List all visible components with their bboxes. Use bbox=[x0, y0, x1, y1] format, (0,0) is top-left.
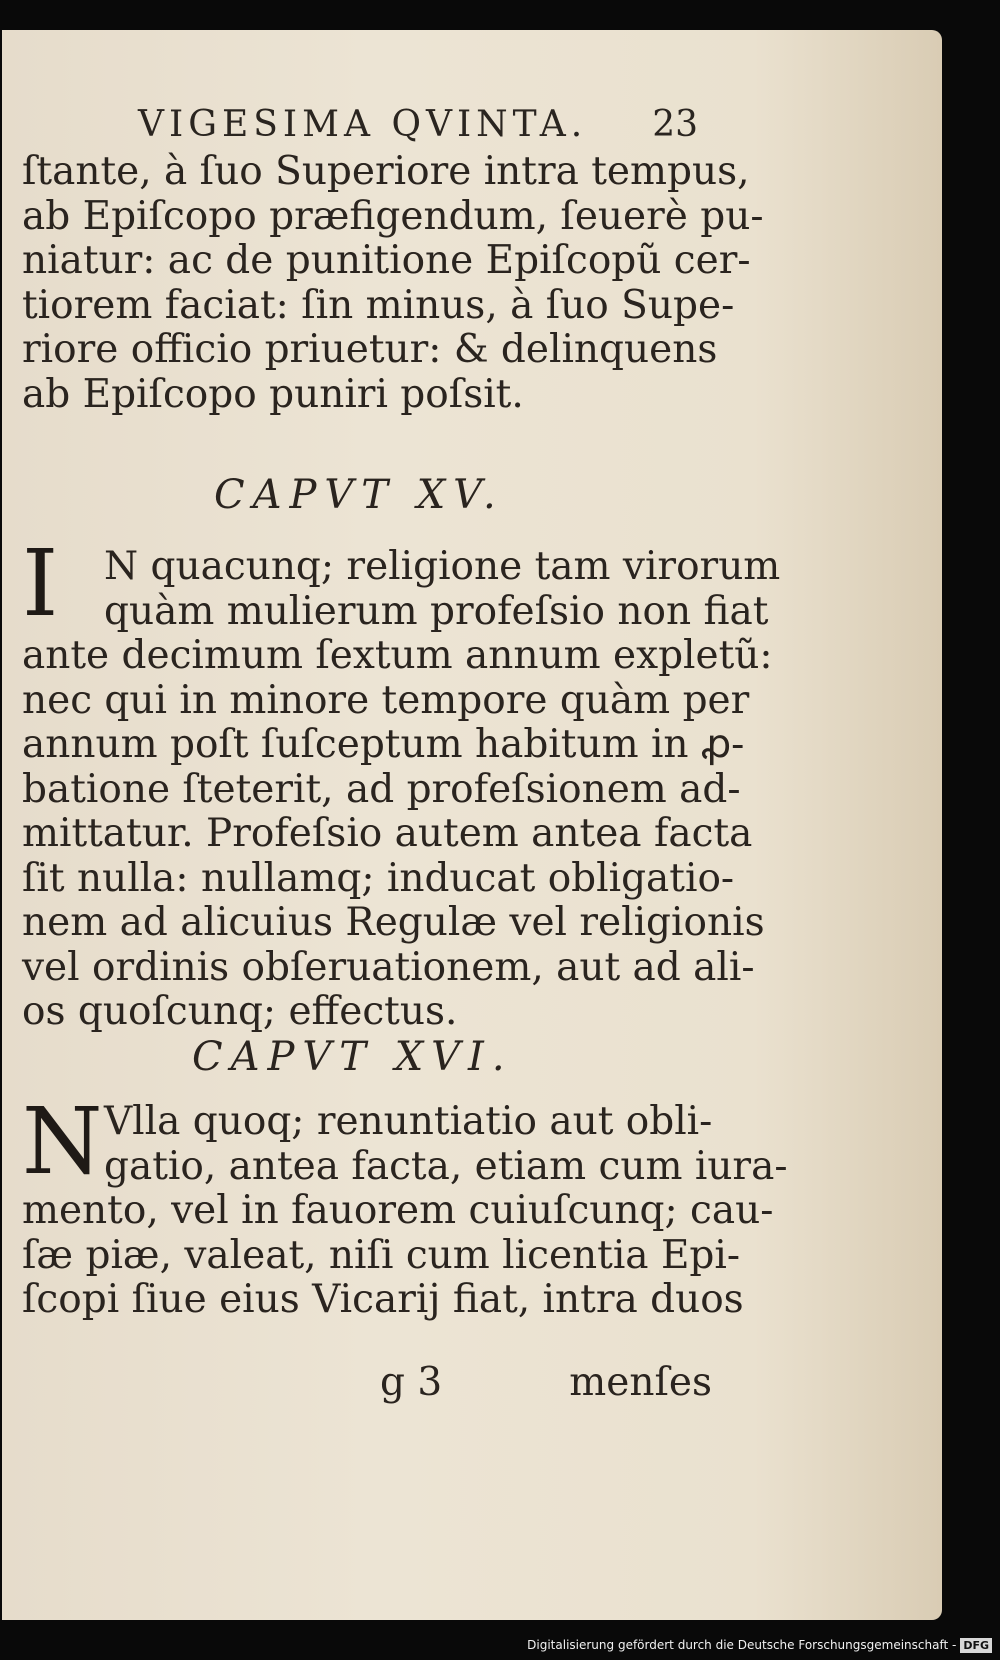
text-line: nec qui in minore tempore quàm per bbox=[22, 677, 750, 723]
text-line: os quoſcunq; effectus. bbox=[22, 989, 458, 1034]
text-line: tiorem faciat: ſin minus, à ſuo Supe- bbox=[22, 282, 735, 328]
text-line: niatur: ac de punitione Epiſcopũ cer- bbox=[22, 238, 751, 283]
dfg-logo: DFG bbox=[960, 1638, 992, 1653]
drop-capital-i: I bbox=[22, 530, 59, 637]
book-page bbox=[2, 30, 942, 1620]
text-line: annum poſt ſuſceptum habitum in ꝓ- bbox=[22, 722, 745, 767]
text-line: N quacunq; religione tam virorum bbox=[104, 544, 781, 589]
text-line: ante decimum ſextum annum expletũ: bbox=[22, 633, 773, 678]
chapter-heading-15: CAPVT XV. bbox=[214, 472, 504, 518]
text-line: gatio, antea facta, etiam cum iura- bbox=[104, 1143, 788, 1189]
text-line: batione ſteterit, ad profeſsionem ad- bbox=[22, 766, 741, 812]
text-line: ſit nulla: nullamq; inducat obligatio- bbox=[22, 855, 735, 901]
text-line: vel ordinis obſeruationem, aut ad ali- bbox=[22, 944, 755, 990]
text-line: ab Epiſcopo præfigendum, ſeuerè pu- bbox=[22, 193, 764, 239]
text-line: riore officio priuetur: & delinquens bbox=[22, 327, 718, 372]
text-block-continuation bbox=[22, 149, 764, 417]
text-line: ab Epiſcopo puniri poſsit. bbox=[22, 371, 524, 417]
text-line: quàm mulierum profeſsio non fiat bbox=[104, 588, 769, 634]
page-number: 23 bbox=[652, 104, 698, 145]
signature-mark: g 3 bbox=[380, 1360, 443, 1405]
catch-line bbox=[22, 1360, 712, 1410]
drop-capital-n: N bbox=[22, 1088, 103, 1195]
running-title: VIGESIMA QVINTA. bbox=[138, 104, 588, 145]
catchword: menſes bbox=[569, 1360, 712, 1405]
digitization-credit bbox=[0, 1630, 1000, 1660]
text-line: ſæ piæ, valeat, niſi cum licentia Epi- bbox=[22, 1232, 741, 1278]
text-line: ſcopi ſiue eius Vicarij fiat, intra duos bbox=[22, 1277, 744, 1322]
chapter-16-text bbox=[22, 1099, 788, 1323]
chapter-heading-16: CAPVT XVI. bbox=[192, 1034, 513, 1080]
running-header bbox=[138, 104, 698, 145]
text-line: Vlla quoq; renuntiatio aut obli- bbox=[104, 1099, 713, 1144]
credit-text: Digitalisierung gefördert durch die Deutsche Forschungsgemeinschaft - bbox=[527, 1638, 957, 1652]
chapter-15-text bbox=[22, 544, 781, 1035]
text-line: nem ad alicuius Regulæ vel religionis bbox=[22, 900, 765, 945]
text-line: ſtante, à ſuo Superiore intra tempus, bbox=[22, 149, 750, 194]
text-line: mittatur. Profeſsio autem antea facta bbox=[22, 811, 753, 856]
text-line: mento, vel in fauorem cuiuſcunq; cau- bbox=[22, 1188, 774, 1233]
